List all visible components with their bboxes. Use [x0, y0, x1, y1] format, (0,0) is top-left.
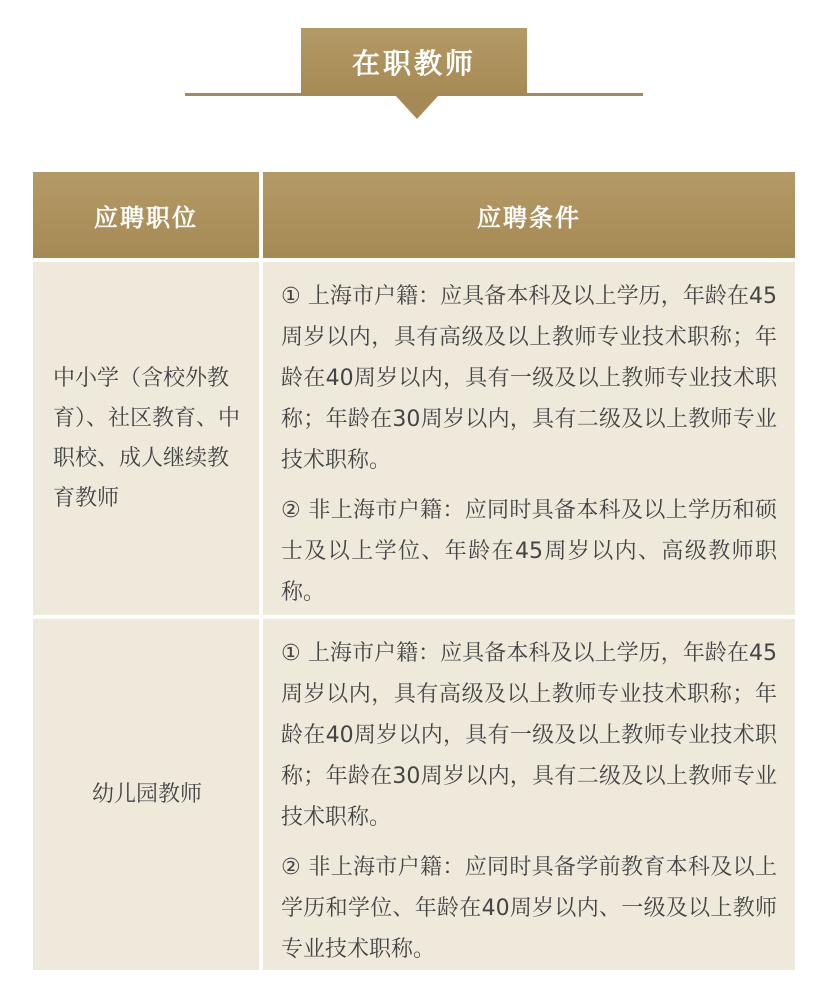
- conditions-cell: [263, 262, 795, 615]
- condition-item: ① 上海市户籍：应具备本科及以上学历，年龄在45周岁以内，具有高级及以上教师专业技术职称；年龄在40周岁以内，具有一级及以上教师专业技术职称；年龄在30周岁以内，具有二级及以上教师专业技术职称。: [281, 641, 777, 830]
- table-header-row: [33, 172, 795, 258]
- condition-item: ② 非上海市户籍：应同时具备本科及以上学历和硕士及以上学位、年龄在45周岁以内、高级教师职称。: [281, 498, 777, 605]
- position-label: 幼儿园教师: [91, 781, 202, 807]
- title-pointer-arrow: [395, 95, 439, 119]
- position-label: 中小学（含校外教育）、社区教育、中职校、成人继续教育教师: [53, 365, 241, 511]
- table-row: [33, 262, 795, 615]
- condition-item: ② 非上海市户籍：应同时具备学前教育本科及以上学历和学位、年龄在40周岁以内、一级及以上教师专业技术职称。: [281, 855, 777, 962]
- section-title: 在职教师: [301, 28, 527, 96]
- recruitment-table: [33, 172, 795, 970]
- table-row: [33, 619, 795, 970]
- position-cell: [33, 619, 259, 970]
- column-header-conditions: 应聘条件: [263, 172, 795, 258]
- conditions-cell: [263, 619, 795, 970]
- column-header-position: 应聘职位: [33, 172, 259, 258]
- condition-item: ① 上海市户籍：应具备本科及以上学历，年龄在45周岁以内，具有高级及以上教师专业技术职称；年龄在40周岁以内，具有一级及以上教师专业技术职称；年龄在30周岁以内，具有二级及以上教师专业技术职称。: [281, 284, 777, 473]
- position-cell: [33, 262, 259, 615]
